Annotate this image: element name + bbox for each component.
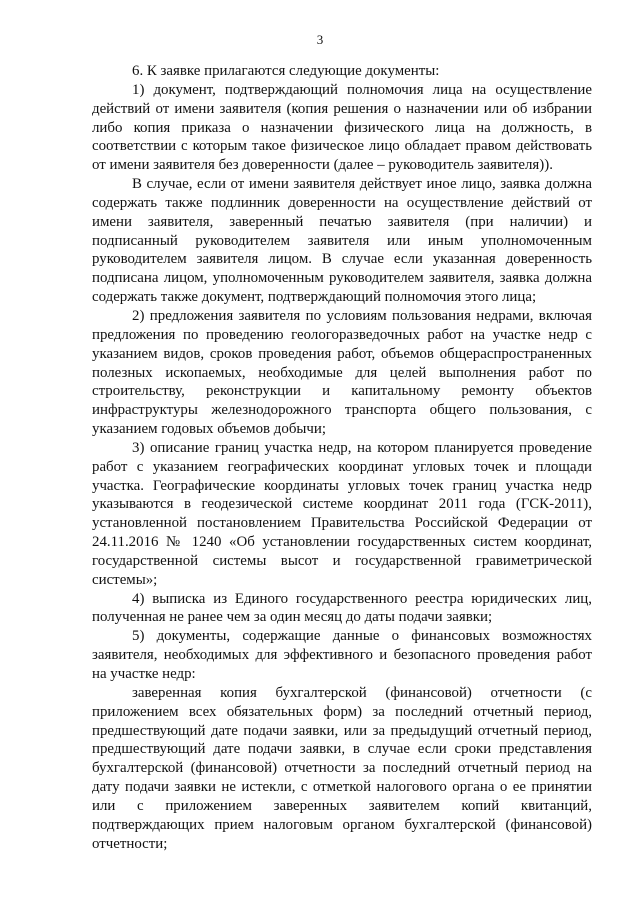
financial-statements-paragraph: заверенная копия бухгалтерской (финансовой) отчетности (с приложением всех обязательных форм) за последний отчетный период, предшествующий дате подачи заявки, или за предыдущий отчетный период, предшествующий дате подачи заявки, в случае если сроки представления бухгалтерской (финансовой) отчетности за последний отчетный период на дату подачи заявки не истекли, с отметкой налогового органа о ее принятии или с приложением заверенных заявителем копий квитанций, подтверждающих прием налоговым органом бухгалтерской (финансовой) отчетности; (92, 684, 592, 852)
item-3-boundaries-description: 3) описание границ участка недр, на котором планируется проведение работ с указанием географических координат угловых точек и площади участка. Географические координаты угловых точек границ участка недр указываются в геодезической системе координат 2011 года (ГСК-2011), установленной постановлением Правительства Российской Федерации от 24.11.2016 № 1240 «Об установлении государственных систем координат, государственной системы высот и государственной гравиметрической системы»; (92, 439, 592, 588)
section-heading-6: 6. К заявке прилагаются следующие документы: (132, 63, 440, 79)
document-body (92, 62, 592, 853)
item-5-financial-documents: 5) документы, содержащие данные о финансовых возможностях заявителя, необходимых для эффективного и безопасного проведения работ на участке недр: (92, 628, 592, 682)
item-1-authority-document: 1) документ, подтверждающий полномочия лица на осуществление действий от имени заявителя (копия решения о назначении или об избрании либо копия приказа о назначении физического лица на должность, в соответствии с которым такое физическое лицо обладает правом действовать от имени заявителя без доверенности (далее – руководитель заявителя)). (92, 81, 592, 174)
item-2-usage-proposals: 2) предложения заявителя по условиям пользования недрами, включая предложения по проведению геологоразведочных работ на участке недр с указанием видов, сроков проведения работ, объемов общераспространенных полезных ископаемых, необходимые для целей выполнения работ по строительству, реконструкции и капитальному ремонту объектов инфраструктуры железнодорожного транспорта общего пользования, с указанием годовых объемов добычи; (92, 307, 592, 438)
page-number: 3 (316, 32, 324, 47)
power-of-attorney-paragraph: В случае, если от имени заявителя действует иное лицо, заявка должна содержать также подлинник доверенности на осуществление действий от имени заявителя, заверенный печатью заявителя (при наличии) и подписанный руководителем заявителя или иным уполномоченным руководителем заявителя лицом. В случае если указанная доверенность подписана лицом, уполномоченным руководителем заявителя, заявка должна содержать также документ, подтверждающий полномочия этого лица; (92, 176, 592, 306)
item-4-registry-extract: 4) выписка из Единого государственного реестра юридических лиц, полученная не ранее чем за один месяц до даты подачи заявки; (92, 590, 592, 626)
